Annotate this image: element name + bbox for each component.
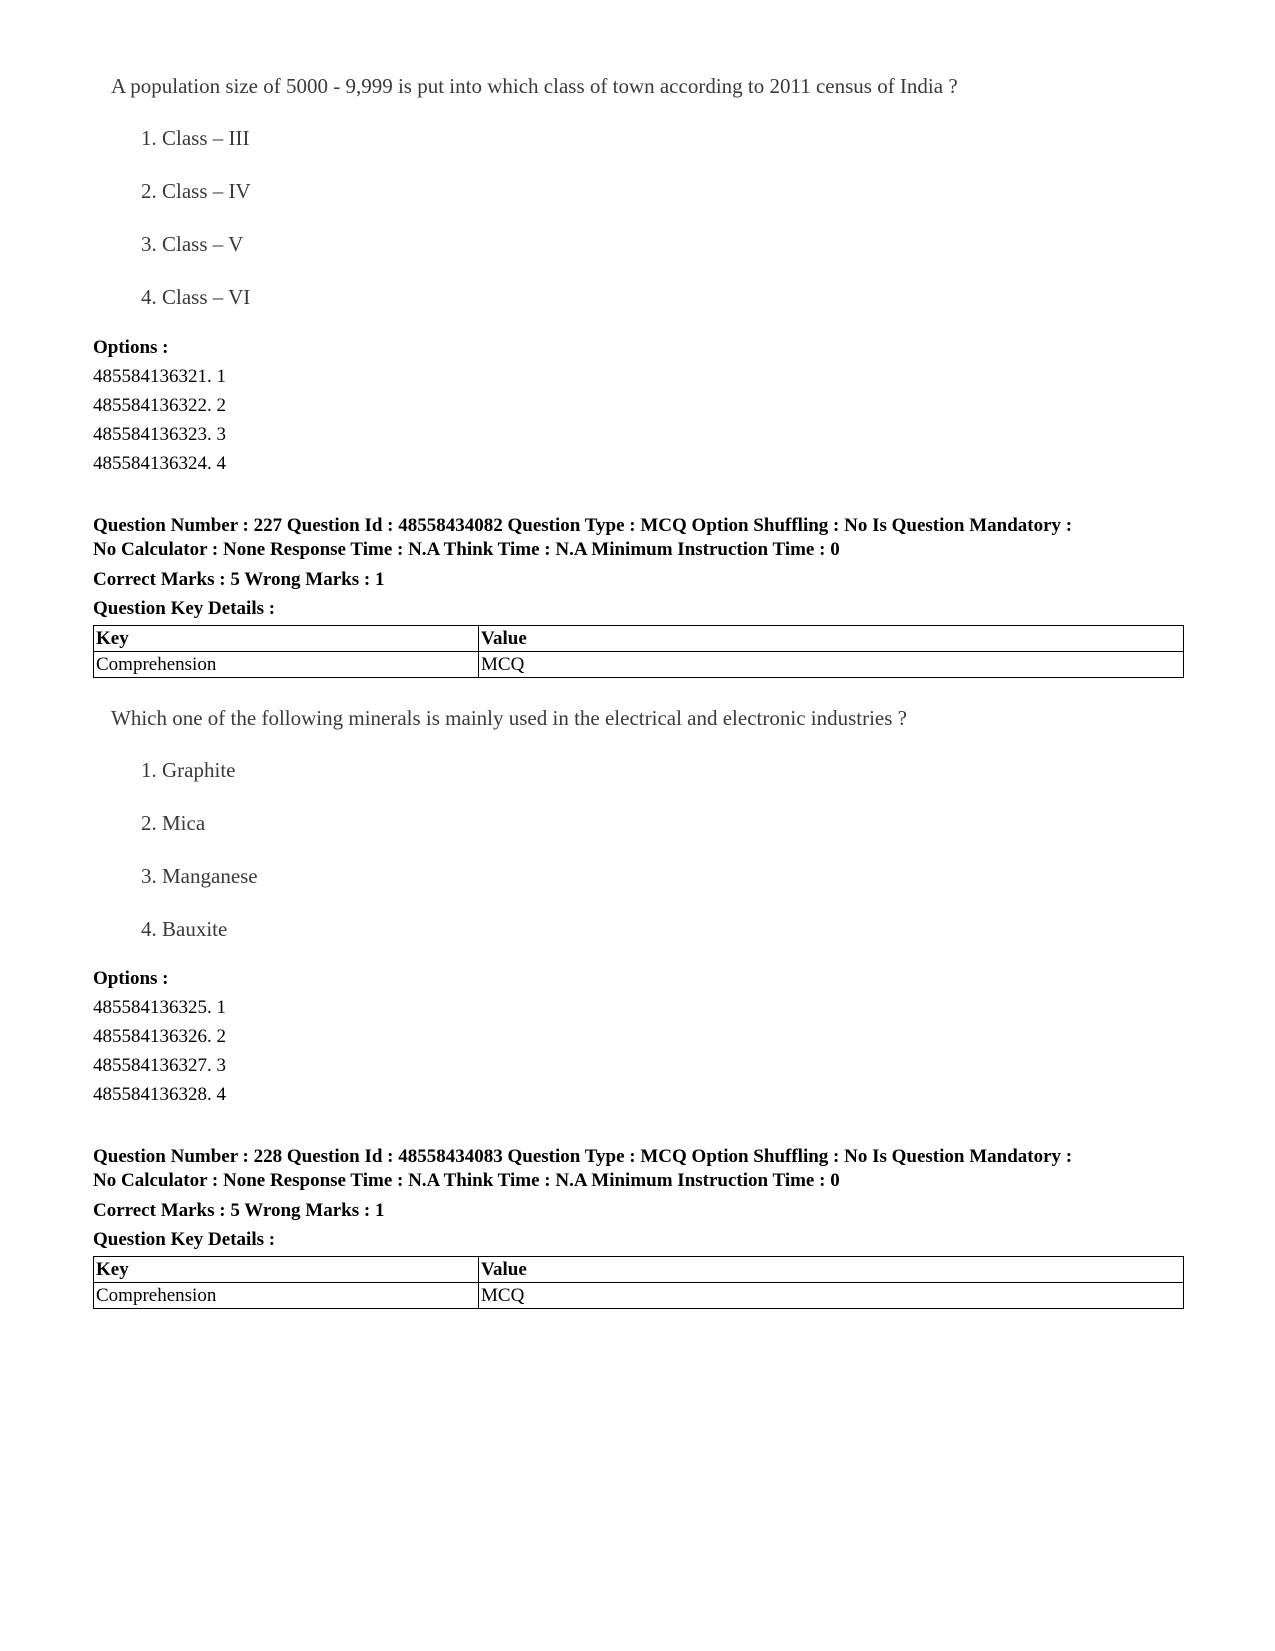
- key-details-table: [93, 625, 1184, 678]
- option-item: 485584136326. 2: [93, 1026, 226, 1047]
- table-header-key: Key: [94, 626, 479, 652]
- question-choice: 4. Class – VI: [141, 285, 251, 309]
- options-label: Options :: [93, 337, 169, 358]
- options-block-2: [93, 964, 1183, 1109]
- meta-line-2: No Calculator : None Response Time : N.A Think Time : N.A Minimum Instruction Time : 0: [93, 539, 840, 560]
- key-details-label: Question Key Details :: [93, 598, 276, 619]
- option-item: 485584136322. 2: [93, 395, 226, 416]
- question-choice: 2. Mica: [141, 811, 206, 835]
- option-item: 485584136324. 4: [93, 453, 226, 474]
- table-header-value: Value: [479, 626, 1184, 652]
- table-header-key: Key: [94, 1257, 479, 1283]
- option-item: 485584136321. 1: [93, 366, 226, 387]
- option-item: 485584136325. 1: [93, 997, 226, 1018]
- question-image-1: [111, 74, 958, 310]
- marks-line: Correct Marks : 5 Wrong Marks : 1: [93, 1200, 385, 1221]
- table-row: [94, 652, 1184, 678]
- question-text: A population size of 5000 - 9,999 is put into which class of town according to 2011 census of India ?: [111, 74, 958, 98]
- table-cell-key: Comprehension: [94, 652, 479, 678]
- question-meta-227: [93, 514, 1183, 678]
- question-choice: 2. Class – IV: [141, 179, 251, 203]
- table-header-row: [94, 626, 1184, 652]
- question-choice: 1. Class – III: [141, 126, 250, 150]
- table-cell-key: Comprehension: [94, 1283, 479, 1309]
- question-choice: 1. Graphite: [141, 758, 236, 782]
- table-cell-value: MCQ: [479, 652, 1184, 678]
- question-image-2: [111, 706, 907, 942]
- options-block-1: [93, 333, 1183, 478]
- table-header-row: [94, 1257, 1184, 1283]
- meta-line-2: No Calculator : None Response Time : N.A Think Time : N.A Minimum Instruction Time : 0: [93, 1170, 840, 1191]
- question-choice: 3. Class – V: [141, 232, 244, 256]
- options-label: Options :: [93, 968, 169, 989]
- table-row: [94, 1283, 1184, 1309]
- option-item: 485584136328. 4: [93, 1084, 226, 1105]
- table-cell-value: MCQ: [479, 1283, 1184, 1309]
- table-header-value: Value: [479, 1257, 1184, 1283]
- key-details-label: Question Key Details :: [93, 1229, 276, 1250]
- option-item: 485584136327. 3: [93, 1055, 226, 1076]
- question-meta-228: [93, 1145, 1183, 1309]
- question-choice: 4. Bauxite: [141, 917, 228, 941]
- question-choice: 3. Manganese: [141, 864, 258, 888]
- key-details-table: [93, 1256, 1184, 1309]
- question-text: Which one of the following minerals is mainly used in the electrical and electronic industries ?: [111, 706, 908, 730]
- option-item: 485584136323. 3: [93, 424, 226, 445]
- meta-line-1: Question Number : 228 Question Id : 48558434083 Question Type : MCQ Option Shuffling : No Is Question Mandatory :: [93, 1146, 1073, 1167]
- meta-line-1: Question Number : 227 Question Id : 48558434082 Question Type : MCQ Option Shuffling : No Is Question Mandatory :: [93, 515, 1073, 536]
- marks-line: Correct Marks : 5 Wrong Marks : 1: [93, 569, 385, 590]
